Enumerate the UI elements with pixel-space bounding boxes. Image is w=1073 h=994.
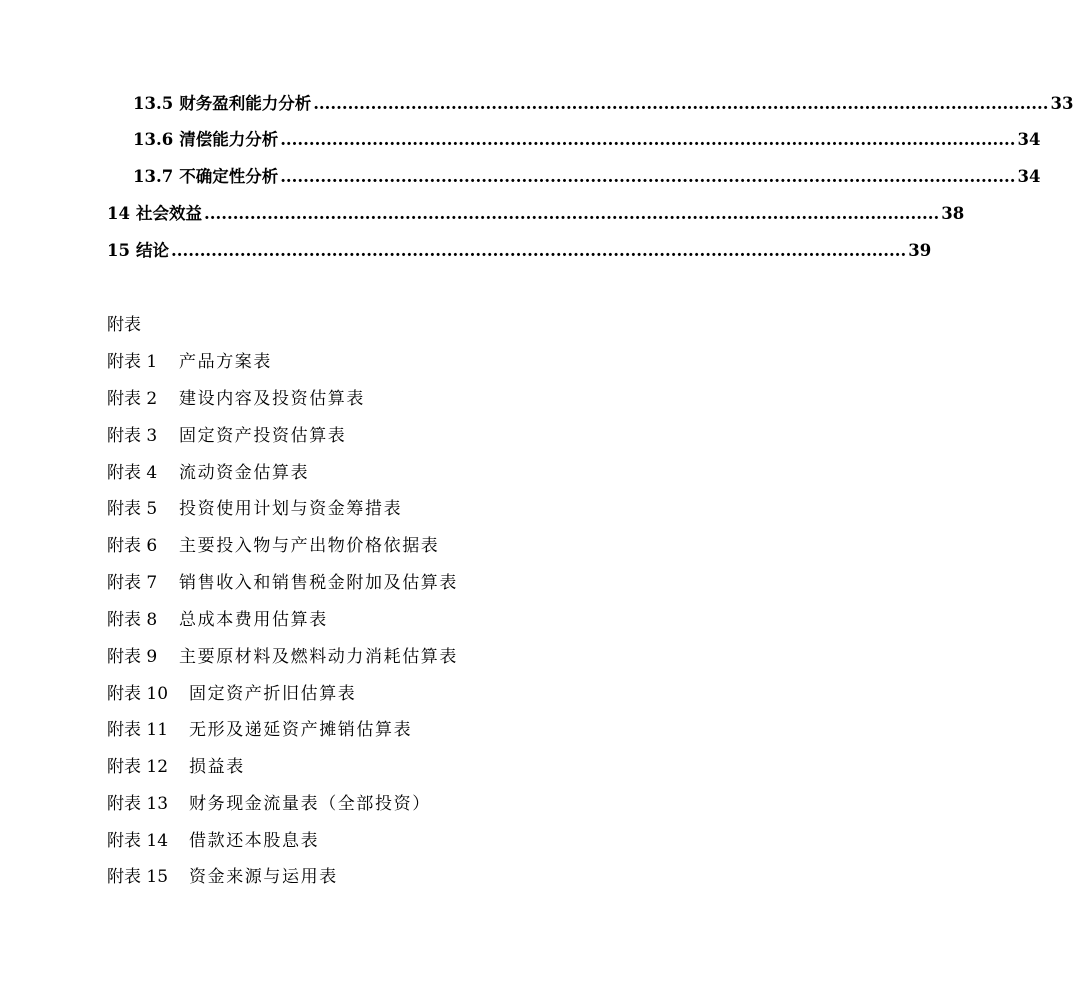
toc-title: 清偿能力分析 xyxy=(179,130,279,149)
appendix-label: 附表 15 xyxy=(107,867,169,887)
appendix-item xyxy=(107,683,356,705)
toc-page-number: 38 xyxy=(941,204,965,223)
appendix-name: 无形及递延资产摊销估算表 xyxy=(189,720,413,740)
appendix-name: 损益表 xyxy=(189,757,245,777)
toc-entry-13-5 xyxy=(133,93,1073,115)
toc-number: 13.6 xyxy=(133,130,174,149)
appendix-label: 附表 4 xyxy=(107,463,158,483)
toc-entry-14 xyxy=(107,203,965,225)
appendix-item xyxy=(107,498,402,520)
appendix-name: 固定资产投资估算表 xyxy=(179,426,347,446)
appendix-name: 资金来源与运用表 xyxy=(189,867,338,887)
appendix-name: 流动资金估算表 xyxy=(179,463,310,483)
toc-title: 财务盈利能力分析 xyxy=(179,94,312,113)
appendix-name: 主要原材料及燃料动力消耗估算表 xyxy=(179,647,458,667)
appendix-item xyxy=(107,572,458,594)
appendix-item xyxy=(107,646,458,668)
appendix-item xyxy=(107,425,346,447)
appendix-label: 附表 9 xyxy=(107,647,158,667)
toc-title: 社会效益 xyxy=(135,204,202,223)
toc-leader-dots: ................................................................................................................................ xyxy=(203,204,940,223)
toc-number: 13.5 xyxy=(133,94,174,113)
appendix-item xyxy=(107,866,338,888)
appendix-label: 附表 1 xyxy=(107,352,158,372)
appendix-label: 附表 8 xyxy=(107,610,158,630)
toc-number: 13.7 xyxy=(133,167,174,186)
appendix-item xyxy=(107,609,328,631)
toc-leader-dots: ................................................................................................................................ xyxy=(313,94,1049,113)
appendix-name: 投资使用计划与资金筹措表 xyxy=(179,499,403,519)
appendix-label: 附表 14 xyxy=(107,831,169,851)
appendix-item xyxy=(107,462,309,484)
appendix-label: 附表 6 xyxy=(107,536,158,556)
toc-entry-13-6 xyxy=(133,129,1041,151)
appendix-heading: 附表 xyxy=(107,315,141,335)
appendix-name: 借款还本股息表 xyxy=(189,831,320,851)
appendix-item xyxy=(107,388,365,410)
appendix-item xyxy=(107,756,245,778)
appendix-name: 主要投入物与产出物价格依据表 xyxy=(179,536,440,556)
appendix-item xyxy=(107,535,439,557)
toc-leader-dots: ................................................................................................................................ xyxy=(170,241,907,260)
toc-entry-13-7 xyxy=(133,166,1041,188)
appendix-label: 附表 3 xyxy=(107,426,158,446)
toc-page-number: 34 xyxy=(1017,167,1041,186)
appendix-label: 附表 5 xyxy=(107,499,158,519)
appendix-name: 总成本费用估算表 xyxy=(179,610,328,630)
appendix-name: 产品方案表 xyxy=(179,352,272,372)
appendix-label: 附表 7 xyxy=(107,573,158,593)
toc-number: 15 xyxy=(107,241,130,260)
appendix-label: 附表 11 xyxy=(107,720,169,740)
toc-page-number: 33 xyxy=(1050,94,1073,113)
appendix-label: 附表 10 xyxy=(107,684,169,704)
appendix-label: 附表 12 xyxy=(107,757,169,777)
appendix-name: 固定资产折旧估算表 xyxy=(189,684,357,704)
appendix-label: 附表 13 xyxy=(107,794,169,814)
toc-title: 不确定性分析 xyxy=(179,167,279,186)
toc-entry-15 xyxy=(107,240,932,262)
toc-number: 14 xyxy=(107,204,130,223)
toc-leader-dots: ................................................................................................................................ xyxy=(280,167,1016,186)
appendix-item xyxy=(107,830,319,852)
appendix-item xyxy=(107,719,412,741)
toc-page-number: 34 xyxy=(1017,130,1041,149)
appendix-name: 销售收入和销售税金附加及估算表 xyxy=(179,573,458,593)
toc-title: 结论 xyxy=(135,241,169,260)
appendix-name: 建设内容及投资估算表 xyxy=(179,389,365,409)
appendix-label: 附表 2 xyxy=(107,389,158,409)
appendix-item xyxy=(107,351,272,373)
toc-page-number: 39 xyxy=(908,241,932,260)
appendix-item xyxy=(107,793,431,815)
appendix-name: 财务现金流量表（全部投资） xyxy=(189,794,431,814)
toc-leader-dots: ................................................................................................................................ xyxy=(280,130,1016,149)
